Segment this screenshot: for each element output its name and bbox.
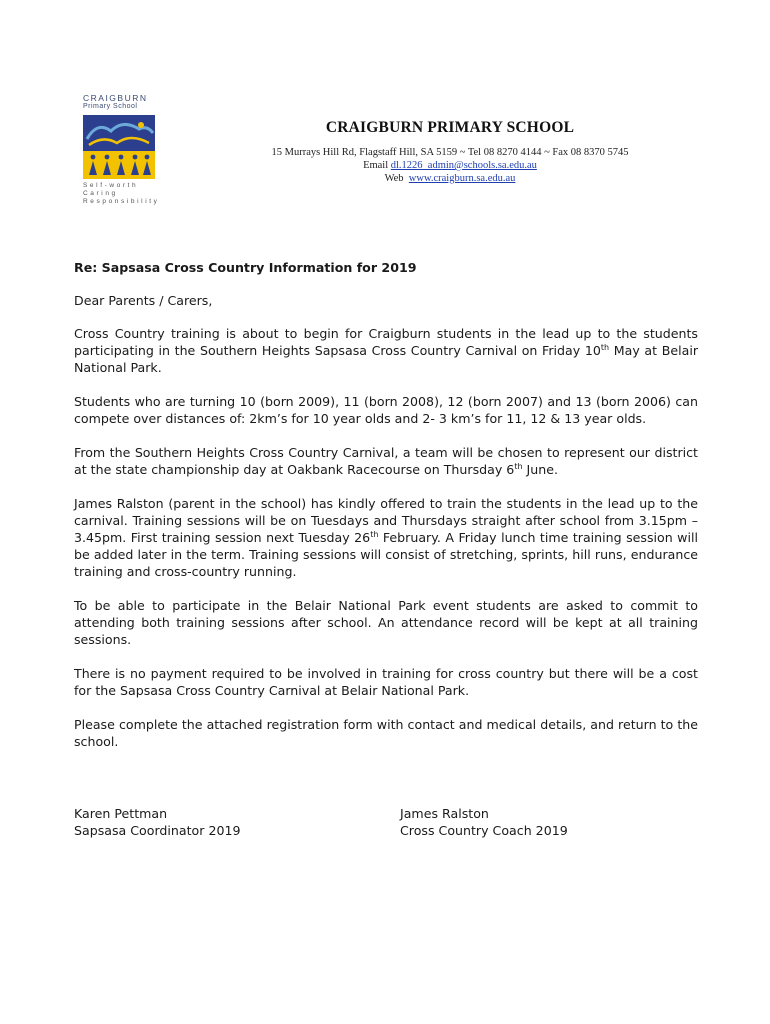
letter-body [74,259,698,767]
motto-line-1: Self-worth [83,182,139,189]
paragraph-state-team: From the Southern Heights Cross Country Carnival, a team will be chosen to represent our district at the state championship day at Oakbank Racecourse on Thursday 6th June. [74,445,698,477]
email-link[interactable]: dl.1226_admin@schools.sa.edu.au [390,160,537,171]
paragraph-payment: There is no payment required to be involved in training for cross country but there will be a cost for the Sapsasa Cross Country Carnival at Belair National Park. [74,666,698,698]
logo-motto [83,182,163,206]
letter-subject: Re: Sapsasa Cross Country Information for 2019 [74,260,417,275]
signature-title: Cross Country Coach 2019 [400,823,568,838]
motto-line-2: Caring [83,190,118,197]
signature-coach [400,805,568,839]
school-address: 15 Murrays Hill Rd, Flagstaff Hill, SA 5159 ~ Tel 08 8270 4144 ~ Fax 08 8370 5745 [271,147,629,158]
paragraph-eligibility: Students who are turning 10 (born 2009), 11 (born 2008), 12 (born 2007) and 13 (born 2006) can compete over distances of: 2km’s for 10 year olds and 2- 3 km’s for 11, 12 & 13 year olds. [74,394,698,426]
web-label: Web [384,173,404,184]
paragraph-registration: Please complete the attached registration form with contact and medical details, and return to the school. [74,717,698,749]
letterhead [200,119,700,185]
signature-name: Karen Pettman [74,806,168,821]
logo-emblem-icon [83,115,155,179]
web-link[interactable]: www.craigburn.sa.edu.au [408,173,516,184]
school-name: CRAIGBURN PRIMARY SCHOOL [325,119,575,136]
paragraph-attendance: To be able to participate in the Belair National Park event students are asked to commit to attending both training sessions after school. An attendance record will be kept at all training sessions. [74,598,698,647]
school-web-line [200,172,700,185]
logo-name: CRAIGBURN [83,93,148,103]
signature-name: James Ralston [400,806,489,821]
motto-line-3: Responsibility [83,198,160,205]
signature-title: Sapsasa Coordinator 2019 [74,823,241,838]
school-email-line [200,159,700,172]
paragraph-training-intro: Cross Country training is about to begin for Craigburn students in the lead up to the students participating in the Southern Heights Sapsasa Cross Country Carnival on Friday 10th May at Belair National Park. [74,326,698,375]
logo-subname: Primary School [83,103,138,110]
signature-coordinator [74,805,241,839]
email-label: Email [363,160,389,171]
school-logo [83,94,163,204]
letter-greeting: Dear Parents / Carers, [74,293,213,308]
paragraph-training-schedule: James Ralston (parent in the school) has kindly offered to train the students in the lead up to the carnival. Training sessions will be on Tuesdays and Thursdays straight after school from 3.15pm – 3.45pm. First training session next Tuesday 26th February. A Friday lunch time training session will be added later in the term. Training sessions will consist of stretching, sprints, hill runs, endurance training and cross-country running. [74,496,698,579]
